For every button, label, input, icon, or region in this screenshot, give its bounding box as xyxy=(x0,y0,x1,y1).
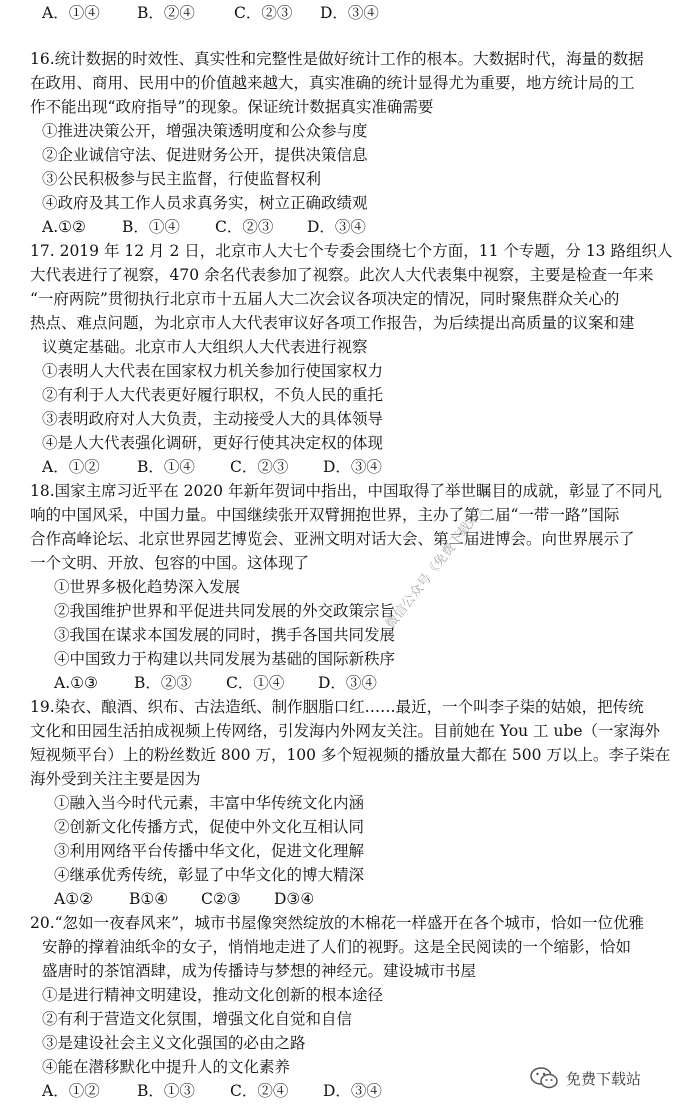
statement-item: ④中国致力于构建以共同发展为基础的国际新秩序 xyxy=(54,650,396,668)
question-stem: 16.统计数据的时效性、真实性和完整性是做好统计工作的根本。大数据时代，海量的数据 xyxy=(30,50,644,68)
statement-item: ③我国在谋求本国发展的同时，携手各国共同发展 xyxy=(54,626,396,644)
option: B．①③ xyxy=(137,1082,195,1100)
option: B．①④ xyxy=(137,458,195,476)
option: C．②③ xyxy=(215,218,274,236)
statement-item: ④继承优秀传统，彰显了中华文化的博大精深 xyxy=(54,866,365,884)
question-stem: 短视频平台）上的粉丝数近 800 万，100 多个短视频的播放量大都在 500 万以上。李子柒在 xyxy=(30,746,671,764)
statement-item: ②有利于人大代表更好履行职权，不负人民的重托 xyxy=(42,386,384,404)
question-stem: 18.国家主席习近平在 2020 年新年贺词中指出，中国取得了举世瞩目的成就，彰显了不同凡 xyxy=(30,482,662,500)
option: D．③④ xyxy=(307,218,366,236)
answer-options xyxy=(54,888,314,910)
option: C．②③ xyxy=(234,4,293,22)
question-stem: 盛唐时的茶馆酒肆，成为传播诗与梦想的神经元。建设城市书屋 xyxy=(42,962,477,980)
statement-item: ①融入当今时代元素，丰富中华传统文化内涵 xyxy=(54,794,365,812)
question-stem: 安静的撑着油纸伞的女子，悄悄地走进了人们的视野。这是全民阅读的一个缩影，恰如 xyxy=(42,938,632,956)
option: A．①② xyxy=(42,1082,100,1100)
question-stem: 大代表进行了视察，470 余名代表参加了视察。此次人大代表集中视察，主要是检查一年来 xyxy=(30,266,654,284)
option: A.①③ xyxy=(54,674,98,692)
question-stem: 20.“忽如一夜春风来”，城市书屋像突然绽放的木棉花一样盛开在各个城市，恰如一位优雅 xyxy=(30,914,645,932)
option: C．①④ xyxy=(226,674,285,692)
option: B①④ xyxy=(129,890,169,908)
question-stem: 文化和田园生活拍成视频上传网络，引发海内外网友关注。目前她在 You 工 ube（一家海外 xyxy=(30,722,661,740)
statement-item: ②我国维护世界和平促进共同发展的外交政策宗旨 xyxy=(54,602,396,620)
statement-item: ③利用网络平台传播中华文化，促进文化理解 xyxy=(54,842,365,860)
option: D．③④ xyxy=(323,458,382,476)
answer-options xyxy=(42,456,382,478)
logo-text: 免费下载站 xyxy=(566,1069,642,1088)
option: B．②③ xyxy=(134,674,192,692)
question-stem: 在政用、商用、民用中的价值越来越大，真实准确的统计显得尤为重要，地方统计局的工 xyxy=(30,74,635,92)
statement-item: ③表明政府对人大负责，主动接受人大的具体领导 xyxy=(42,410,384,428)
statement-item: ④能在潜移默化中提升人的文化素养 xyxy=(42,1058,291,1076)
wechat-icon xyxy=(530,1066,558,1090)
option: B．①④ xyxy=(122,218,180,236)
question-stem: 17. 2019 年 12 月 2 日，北京市人大七个专委会围绕七个方面，11 个专题，分 13 路组织人 xyxy=(30,242,673,260)
statement-item: ②创新文化传播方式，促使中外文化互相认同 xyxy=(54,818,365,836)
option: A．①② xyxy=(42,458,100,476)
q15-options xyxy=(42,2,379,24)
option: C．②④ xyxy=(230,1082,289,1100)
question-stem: 19.染衣、酿酒、织布、古法造纸、制作胭脂口红……最近，一个叫李子柒的姑娘，把传统 xyxy=(30,698,644,716)
option: B．②④ xyxy=(137,4,195,22)
question-stem: 作不能出现“政府指导”的现象。保证统计数据真实准确需要 xyxy=(30,98,434,116)
site-logo xyxy=(530,1066,641,1090)
statement-item: ①是进行精神文明建设，推动文化创新的根本途径 xyxy=(42,986,384,1004)
statement-item: ①世界多极化趋势深入发展 xyxy=(54,578,241,596)
statement-item: ②企业诚信守法、促进财务公开，提供决策信息 xyxy=(42,146,368,164)
option: D．③④ xyxy=(320,4,379,22)
option: A①② xyxy=(54,890,93,908)
question-stem: 一个文明、开放、包容的中国。这体现了 xyxy=(30,554,310,572)
statement-item: ①表明人大代表在国家权力机关参加行使国家权力 xyxy=(42,362,384,380)
statement-item: ④是人大代表强化调研，更好行使其决定权的体现 xyxy=(42,434,384,452)
question-stem: “一府两院”贯彻执行北京市十五届人大二次会议各项决定的情况，同时聚焦群众关心的 xyxy=(30,290,620,308)
option: D③④ xyxy=(274,890,315,908)
statement-item: ④政府及其工作人员求真务实，树立正确政绩观 xyxy=(42,194,368,212)
option: A．①④ xyxy=(42,4,100,22)
question-stem: 议奠定基础。北京市人大组织人大代表进行视察 xyxy=(42,338,368,356)
statement-item: ①推进决策公开，增强决策透明度和公众参与度 xyxy=(42,122,368,140)
option: C．②③ xyxy=(230,458,289,476)
question-stem: 海外受到关注主要是因为 xyxy=(30,770,201,788)
statement-item: ③公民积极参与民主监督，行使监督权利 xyxy=(42,170,322,188)
question-stem: 热点、难点问题，为北京市人大代表审议好各项工作报告，为后续提出高质量的议案和建 xyxy=(30,314,635,332)
answer-options xyxy=(42,1080,382,1102)
option: D．③④ xyxy=(318,674,377,692)
question-stem: 合作高峰论坛、北京世界园艺博览会、亚洲文明对话大会、第二届进博会。向世界展示了 xyxy=(30,530,635,548)
question-stem: 响的中国风采，中国力量。中国继续张开双臂拥抱世界，主办了第二届“一带一路”国际 xyxy=(30,506,620,524)
answer-options xyxy=(54,672,377,694)
statement-item: ②有利于营造文化氛围，增强文化自觉和自信 xyxy=(42,1010,353,1028)
option: A.①② xyxy=(42,218,86,236)
option: D．③④ xyxy=(323,1082,382,1100)
watermark: 微信公众号《免费下载站》 xyxy=(383,499,492,632)
statement-item: ③是建设社会主义文化强国的必由之路 xyxy=(42,1034,306,1052)
answer-options xyxy=(42,216,366,238)
option: C②③ xyxy=(201,890,241,908)
